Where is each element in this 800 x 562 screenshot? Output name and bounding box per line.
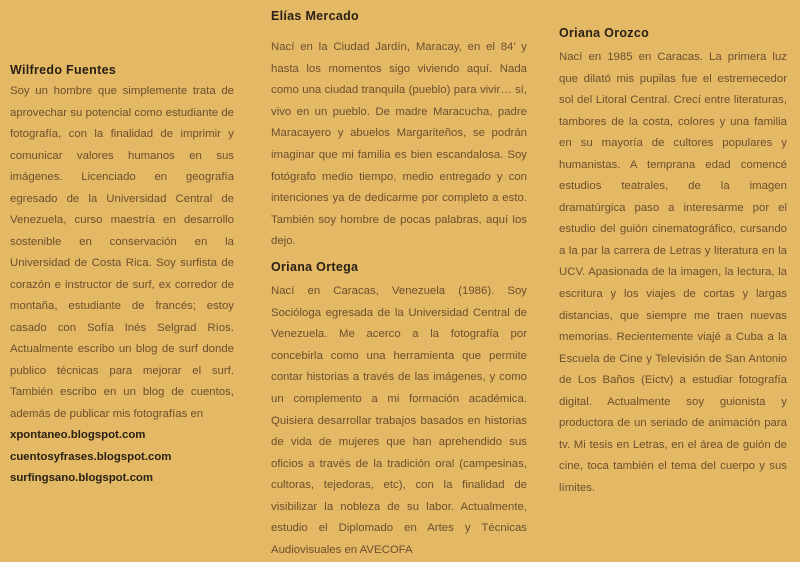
author-bio-second: Nací en Caracas, Venezuela (1986). Soy Socióloga egresada de la Universidad Central de Venezuela. Me acerco a la fotografía por concebirla como una herramienta que permite contar historias a través de las imágenes, y como un complemento a mi formación académica. Quisiera desarrollar trabajos basados en historias de vida de mujeres que han aprehendido sus oficios a través de la tradición oral (campesinas, cultoras, tejedoras, etc), con la finalidad de visibilizar la nobleza de su labor. Actualmente, estudio el Diplomado en Artes y Técnicas Audiovisuales en AVECOFA — [271, 284, 527, 557]
column-oriana-orozco — [559, 25, 787, 499]
column-elias-mercado — [271, 8, 527, 562]
author-name: Elías Mercado — [271, 9, 359, 23]
blog-links — [10, 425, 234, 490]
column-wilfredo-fuentes — [10, 62, 234, 490]
blog-link-surfingsano[interactable]: surfingsano.blogspot.com — [10, 472, 154, 484]
author-name-second: Oriana Ortega — [271, 259, 359, 274]
author-name: Oriana Orozco — [559, 26, 650, 40]
blog-link-xpontaneo[interactable]: xpontaneo.blogspot.com — [10, 429, 146, 441]
author-bio: Nací en la Ciudad Jardín, Maracay, en el 84’ y hasta los momentos sigo viviendo aquí. Nada como una ciudad tranquila (pueblo) para vivir… sí, vivo en un pueblo. De madre Maracucha, padre Maracayero y abuelos Margariteños, se podrán imaginar que mi familia es bien escandalosa. Soy fotógrafo medio tiempo, medio entregado y con intenciones ya de dedicarme por completo a esto. También soy hombre de pocas palabras, aquí los dejo. — [271, 41, 527, 248]
author-bio: Soy un hombre que simplemente trata de aprovechar su potencial como estudiante de fotografía, con la finalidad de imprimir y comunicar valores humanos en sus imágenes. Licenciado en geografía egresado de la Universidad Central de Venezuela, curso maestría en desarrollo sostenible en conservación en la Universidad de Costa Rica. Soy surfista de corazón e instructor de surf, ex corredor de montaña, estudiante de francés; estoy casado con Sofía Inés Selgrad Ríos. Actualmente escribo un blog de surf donde publico técnicas para mejorar el surf. También escribo en un blog de cuentos, además de publicar mis fotografías en — [10, 85, 234, 420]
author-name: Wilfredo Fuentes — [10, 63, 117, 77]
blog-link-cuentosyfrases[interactable]: cuentosyfrases.blogspot.com — [10, 450, 172, 463]
author-bio: Nací en 1985 en Caracas. La primera luz que dilató mis pupilas fue el estremecedor sol del Litoral Central. Crecí entre literaturas, tambores de la costa, colores y una familia en su mayoría de cultores populares y humanistas. A temprana edad comencé estudios teatrales, de la imagen dramatúrgica paso a interesarme por el estudio del guión cinematográfico, cursando a la par la carrera de Letras y literatura en la UCV. Apasionada de la imagen, la lectura, la escritura y los viajes de cortas y largas distancias, que siempre me traen nuevas memorias. Recientemente viajé a Cuba a la Escuela de Cine y Televisión de San Antonio de Los Baños (Eictv) a estudiar fotografía digital. Actualmente soy guionista y productora de un seriado de animación para tv. Mi tesis en Letras, en el área de guión de cine, toca también el tema del cuerpo y sus límites. — [559, 51, 787, 494]
